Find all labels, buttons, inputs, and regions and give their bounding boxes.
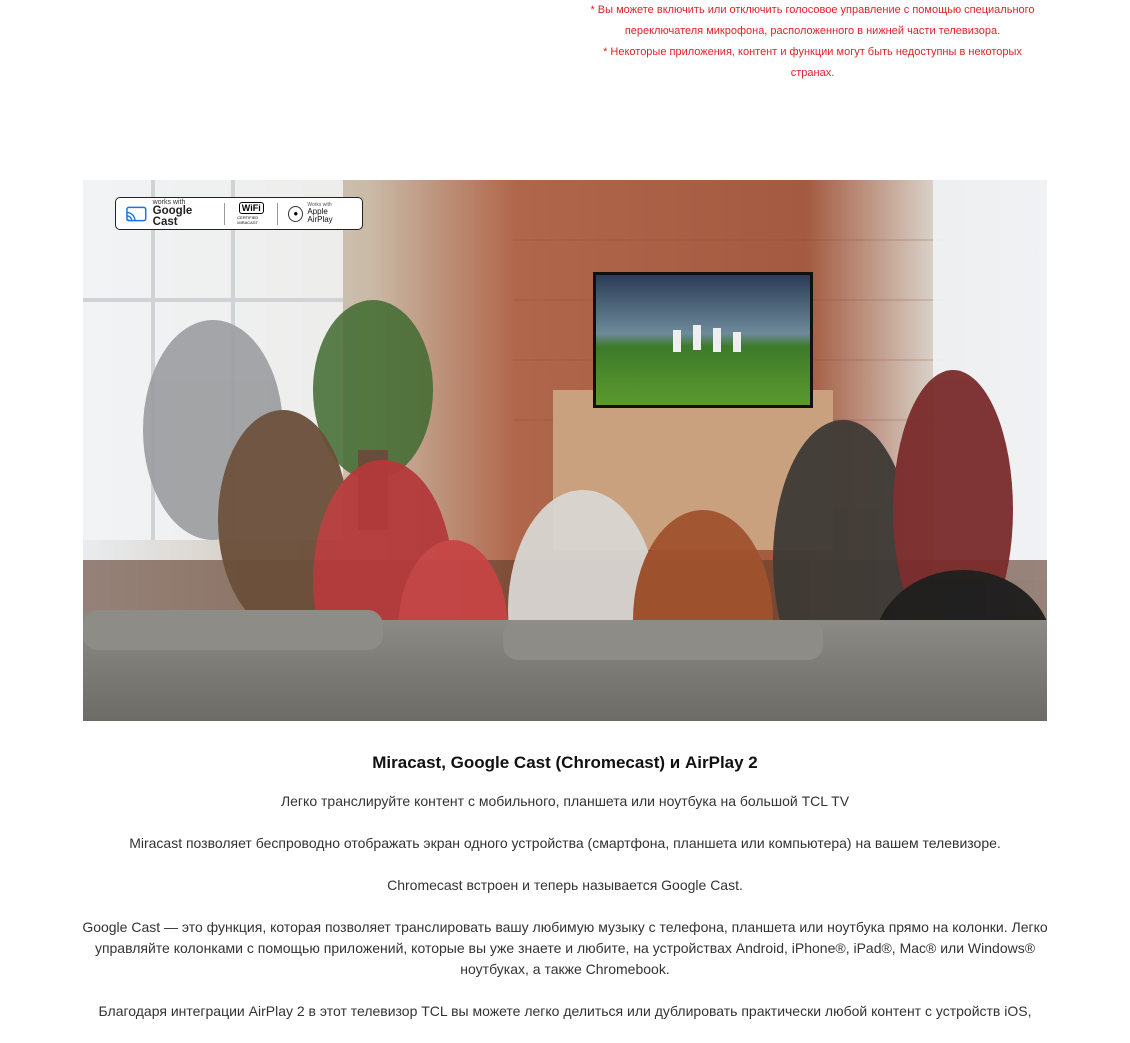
disclaimer-notes	[580, 0, 1045, 84]
google-cast-small-text: works with	[152, 198, 186, 206]
section-body	[82, 791, 1048, 1043]
paragraph: Google Cast — это функция, которая позволяет транслировать вашу любимую музыку с телефона, планшета или ноутбука прямо на колонки. Легко управляйте колонками с помощью приложений, которые вы уже знаете и любите, на устройствах Android, iPhone®, iPad®, Mac® или Windows® ноутбуках, а также Chromebook.	[82, 919, 1048, 977]
tv-screen	[596, 275, 810, 405]
voice-control-note: * Вы можете включить или отключить голосовое управление с помощью специального переключателя микрофона, расположенного в нижней части телевизора.	[590, 4, 1035, 37]
apple-icon: ●	[288, 206, 303, 222]
sofa-cushion-right	[503, 620, 823, 660]
airplay-small-text: Works with	[307, 202, 332, 208]
paragraph: Легко транслируйте контент с мобильного, планшета или ноутбука на большой TCL TV	[280, 793, 850, 809]
paragraph: Miracast позволяет беспроводно отображать экран одного устройства (смартфона, планшета или компьютера) на вашем телевизоре.	[129, 835, 1001, 851]
section-title: Miracast, Google Cast (Chromecast) и AirPlay 2	[372, 753, 758, 772]
paragraph: Благодаря интеграции AirPlay 2 в этот телевизор TCL вы можете легко делиться или дублировать практически любой контент с устройств iOS,	[98, 1003, 1032, 1019]
availability-note: * Некоторые приложения, контент и функции могут быть недоступны в некоторых странах.	[603, 46, 1022, 79]
wifi-certified-text: CERTIFIED MIRACAST	[237, 215, 259, 225]
wifi-logo-icon: WiFi	[239, 202, 264, 214]
hero-image	[83, 180, 1047, 721]
sofa-cushion-left	[83, 610, 383, 650]
paragraph: Chromecast встроен и теперь называется Google Cast.	[387, 877, 743, 893]
wifi-miracast-badge	[225, 198, 277, 229]
cast-icon	[126, 206, 147, 222]
living-room-illustration	[83, 180, 1047, 721]
casting-badges	[115, 197, 363, 230]
airplay-badge	[278, 198, 362, 229]
airplay-label: Apple AirPlay	[307, 207, 333, 224]
google-cast-badge	[116, 198, 224, 229]
google-cast-label: Google Cast	[152, 204, 193, 228]
